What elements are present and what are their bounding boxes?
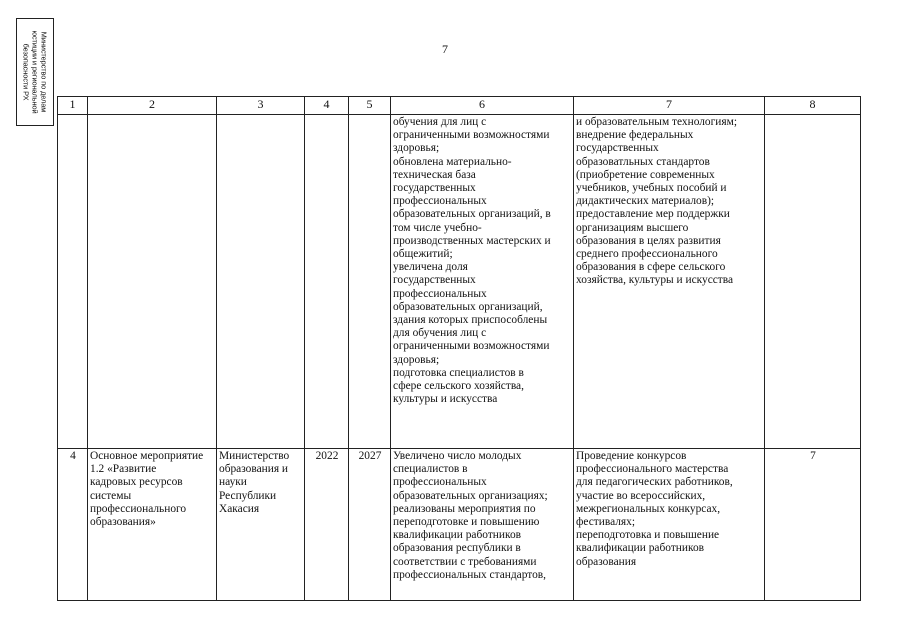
main-directions-cell bbox=[574, 449, 765, 601]
stamp-line: юстиции и региональной bbox=[30, 30, 40, 114]
cell-text-line: хозяйства, культуры и искусства bbox=[576, 274, 734, 287]
row-number-cell bbox=[58, 115, 88, 449]
main-directions-cell bbox=[574, 115, 765, 449]
executor-cell bbox=[217, 449, 305, 601]
event-name-cell bbox=[88, 115, 217, 449]
cell-text-line: образовательных организаций, bbox=[393, 300, 543, 313]
cell-text-line: межрегиональных конкурсах, bbox=[576, 502, 721, 515]
cell-text-line: образования в целях развития bbox=[576, 234, 721, 247]
start-year-cell: 2022 bbox=[305, 449, 349, 601]
program-table bbox=[57, 96, 861, 601]
header-cell: 5 bbox=[349, 97, 391, 115]
cell-text-line: образовательных организациях; bbox=[393, 489, 548, 502]
executor-cell bbox=[217, 115, 305, 449]
cell-text-line: здоровья; bbox=[393, 142, 440, 155]
header-cell: 6 bbox=[391, 97, 574, 115]
cell-text-line: образоватльных стандартов bbox=[576, 155, 710, 168]
cell-text-line: Проведение конкурсов bbox=[576, 450, 687, 462]
cell-text-line: профессиональных bbox=[393, 287, 487, 300]
cell-text-line: ограниченными возможностями bbox=[393, 129, 550, 142]
cell-text-line: предоставление мер поддержки bbox=[576, 208, 730, 221]
cell-text-line: образования в сфере сельского bbox=[576, 261, 726, 274]
cell-text-line: обучения для лиц с bbox=[393, 116, 487, 128]
cell-text-line: здоровья; bbox=[393, 353, 440, 366]
cell-text-line: профессионального bbox=[90, 502, 187, 515]
cell-text-line: квалификации работников bbox=[576, 542, 705, 555]
cell-text-line: Основное мероприятие bbox=[90, 450, 204, 462]
cell-text-line: кадровых ресурсов bbox=[90, 476, 183, 489]
cell-text-line: подготовка специалистов в bbox=[393, 366, 524, 379]
cell-text-line: учебников, учебных пособий и bbox=[576, 182, 727, 195]
cell-text-line: образования и bbox=[219, 463, 289, 476]
cell-text-line: образования республики в bbox=[393, 542, 521, 555]
cell-text-line: фестивалях; bbox=[576, 516, 636, 529]
cell-text-line: профессионального мастерства bbox=[576, 463, 729, 476]
event-name-cell bbox=[88, 449, 217, 601]
cell-text-line: науки bbox=[219, 476, 247, 489]
cell-text-line: государственных bbox=[393, 182, 476, 195]
cell-text-line: сфере сельского хозяйства, bbox=[393, 380, 524, 393]
cell-text-line: реализованы мероприятия по bbox=[393, 502, 536, 515]
cell-text-line: для обучения лиц с bbox=[393, 327, 487, 340]
cell-text-line: системы bbox=[90, 489, 132, 502]
cell-text-line: квалификации работников bbox=[393, 529, 522, 542]
expected-result-cell bbox=[391, 115, 574, 449]
indicator-link-cell bbox=[765, 115, 861, 449]
cell-text-line: Республики bbox=[219, 489, 277, 502]
cell-text-line: переподготовке и повышению bbox=[393, 516, 540, 529]
registration-stamp-text bbox=[22, 20, 49, 124]
cell-text-line: 1.2 «Развитие bbox=[90, 463, 157, 476]
cell-text-line: образования bbox=[576, 555, 637, 568]
table-header-row bbox=[58, 97, 861, 115]
indicator-link-cell: 7 bbox=[765, 449, 861, 601]
cell-text-line: внедрение федеральных bbox=[576, 129, 694, 142]
cell-text-line: участие во всероссийских, bbox=[576, 489, 706, 502]
cell-text-line: Хакасия bbox=[219, 502, 260, 515]
cell-text-line: и образовательным технологиям; bbox=[576, 116, 737, 128]
cell-text-line: увеличена доля bbox=[393, 261, 468, 274]
cell-text-line: обновлена материально- bbox=[393, 155, 512, 168]
cell-text-line: переподготовка и повышение bbox=[576, 529, 720, 542]
cell-text-line: ограниченными возможностями bbox=[393, 340, 550, 353]
cell-text-line: специалистов в bbox=[393, 463, 468, 476]
cell-text-line: том числе учебно- bbox=[393, 221, 482, 234]
page-number: 7 bbox=[442, 42, 448, 56]
cell-text-line: организациям высшего bbox=[576, 221, 689, 234]
stamp-line: безопасности РХ bbox=[21, 43, 31, 101]
registration-stamp bbox=[16, 18, 54, 126]
cell-text-line: профессиональных bbox=[393, 195, 487, 208]
header-cell: 3 bbox=[217, 97, 305, 115]
cell-text-line: государственных bbox=[393, 274, 476, 287]
cell-text-line: образовательных организаций, в bbox=[393, 208, 551, 221]
header-cell: 7 bbox=[574, 97, 765, 115]
expected-result-cell bbox=[391, 449, 574, 601]
header-cell: 2 bbox=[88, 97, 217, 115]
cell-text-line: профессиональных bbox=[393, 476, 487, 489]
cell-text-line: государственных bbox=[576, 142, 659, 155]
cell-text-line: культуры и искусства bbox=[393, 393, 498, 406]
header-cell: 8 bbox=[765, 97, 861, 115]
cell-text-line: образования» bbox=[90, 516, 156, 529]
cell-text-line: общежитий; bbox=[393, 248, 453, 261]
table-row bbox=[58, 115, 861, 449]
cell-text-line: здания которых приспособлены bbox=[393, 314, 548, 327]
cell-text-line: Министерство bbox=[219, 450, 290, 462]
cell-text-line: профессиональных стандартов, bbox=[393, 568, 547, 581]
end-year-cell bbox=[349, 115, 391, 449]
row-number-cell: 4 bbox=[58, 449, 88, 601]
cell-text-line: для педагогических работников, bbox=[576, 476, 733, 489]
cell-text-line: среднего профессионального bbox=[576, 248, 718, 261]
cell-text-line: дидактических материалов); bbox=[576, 195, 715, 208]
start-year-cell bbox=[305, 115, 349, 449]
cell-text-line: производственных мастерских и bbox=[393, 234, 551, 247]
table-row bbox=[58, 449, 861, 601]
cell-text-line: техническая база bbox=[393, 168, 476, 181]
stamp-line: Министерство по делам bbox=[39, 31, 49, 113]
cell-text-line: соответствии с требованиями bbox=[393, 555, 537, 568]
cell-text-line: (приобретение современных bbox=[576, 168, 715, 181]
header-cell: 1 bbox=[58, 97, 88, 115]
end-year-cell: 2027 bbox=[349, 449, 391, 601]
cell-text-line: Увеличено число молодых bbox=[393, 450, 522, 462]
header-cell: 4 bbox=[305, 97, 349, 115]
